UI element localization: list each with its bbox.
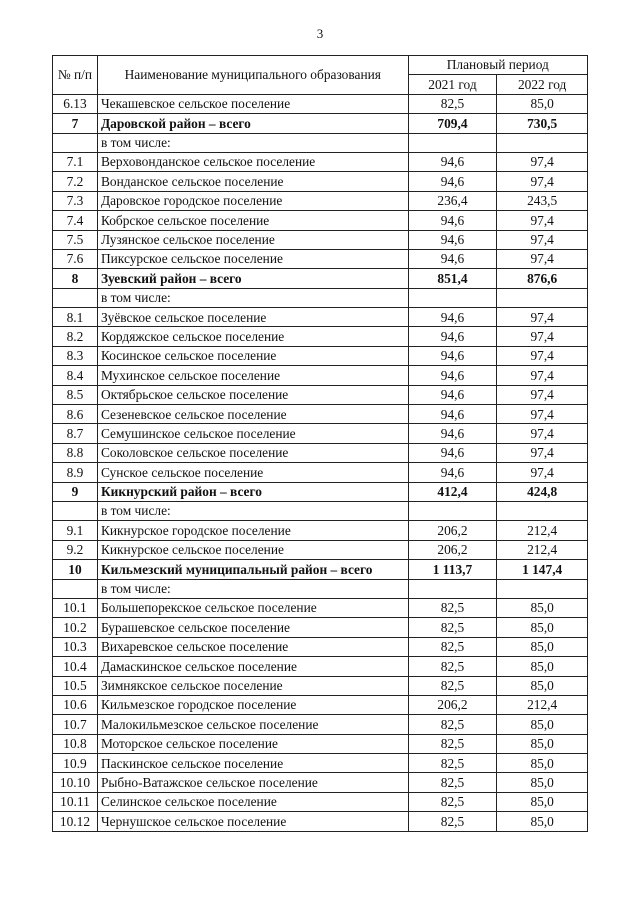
row-name-cell: в том числе: [97,288,408,307]
table-row-total [53,269,588,288]
row-name-cell: Чернушское сельское поселение [97,812,408,831]
row-number-cell: 8 [53,269,98,288]
row-value-2021-cell: 82,5 [408,812,497,831]
row-value-2022-cell: 97,4 [497,385,588,404]
table-row [53,230,588,249]
row-value-2021-cell: 94,6 [408,327,497,346]
row-name-cell: Зуёвское сельское поселение [97,308,408,327]
row-number-cell: 10.8 [53,734,98,753]
row-number-cell: 8.3 [53,346,98,365]
table-row [53,308,588,327]
row-value-2021-cell: 94,6 [408,249,497,268]
row-value-2021-cell: 82,5 [408,676,497,695]
row-value-2021-cell: 206,2 [408,695,497,714]
row-value-2022-cell: 424,8 [497,482,588,501]
row-value-2022-cell: 212,4 [497,521,588,540]
row-name-cell: Малокильмезское сельское поселение [97,715,408,734]
row-value-2021-cell [408,579,497,598]
row-number-cell: 10 [53,560,98,579]
table-row [53,249,588,268]
row-number-cell: 6.13 [53,94,98,113]
row-number-cell: 10.12 [53,812,98,831]
row-value-2022-cell: 85,0 [497,734,588,753]
row-name-cell: в том числе: [97,133,408,152]
row-value-2021-cell: 206,2 [408,540,497,559]
row-name-cell: Зуевский район – всего [97,269,408,288]
header-period: Плановый период [408,56,587,75]
row-number-cell: 8.6 [53,405,98,424]
row-value-2022-cell: 730,5 [497,114,588,133]
table-row [53,405,588,424]
table-row [53,773,588,792]
row-value-2022-cell: 97,4 [497,443,588,462]
row-value-2021-cell: 94,6 [408,172,497,191]
row-number-cell: 10.5 [53,676,98,695]
budget-table [52,55,588,832]
row-name-cell: Моторское сельское поселение [97,734,408,753]
row-name-cell: Сезеневское сельское поселение [97,405,408,424]
table-row [53,191,588,210]
row-value-2022-cell: 85,0 [497,792,588,811]
row-name-cell: Даровской район – всего [97,114,408,133]
row-number-cell: 10.3 [53,637,98,656]
row-number-cell: 7.6 [53,249,98,268]
row-value-2021-cell: 82,5 [408,754,497,773]
row-value-2021-cell: 82,5 [408,598,497,617]
table-row-total [53,560,588,579]
row-name-cell: Рыбно-Ватажское сельское поселение [97,773,408,792]
row-number-cell: 7.2 [53,172,98,191]
row-name-cell: Зимнякское сельское поселение [97,676,408,695]
row-name-cell: Дамаскинское сельское поселение [97,657,408,676]
row-value-2022-cell: 212,4 [497,695,588,714]
row-value-2022-cell: 97,4 [497,424,588,443]
row-name-cell: Кордяжское сельское поселение [97,327,408,346]
table-row [53,94,588,113]
row-name-cell: Кикнурское городское поселение [97,521,408,540]
table-row [53,443,588,462]
row-value-2022-cell: 97,4 [497,308,588,327]
row-value-2022-cell: 97,4 [497,405,588,424]
row-value-2022-cell: 97,4 [497,211,588,230]
row-name-cell: Пиксурское сельское поселение [97,249,408,268]
table-row [53,211,588,230]
row-value-2021-cell: 94,6 [408,230,497,249]
table-row-total [53,482,588,501]
row-value-2022-cell: 85,0 [497,618,588,637]
table-row [53,327,588,346]
row-value-2021-cell: 94,6 [408,211,497,230]
row-value-2021-cell [408,501,497,520]
row-number-cell [53,579,98,598]
row-value-2021-cell: 82,5 [408,715,497,734]
row-value-2022-cell: 97,4 [497,249,588,268]
table-row [53,734,588,753]
row-number-cell: 10.2 [53,618,98,637]
row-number-cell: 10.7 [53,715,98,734]
header-name: Наименование муниципального образования [97,56,408,95]
row-number-cell: 7.5 [53,230,98,249]
table-row [53,715,588,734]
row-name-cell: в том числе: [97,501,408,520]
row-value-2022-cell: 85,0 [497,773,588,792]
row-value-2021-cell: 94,6 [408,463,497,482]
row-value-2022-cell: 97,4 [497,327,588,346]
table-row [53,792,588,811]
row-name-cell: Чекашевское сельское поселение [97,94,408,113]
row-value-2021-cell: 94,6 [408,385,497,404]
table-row [53,579,588,598]
table-row [53,812,588,831]
table-row [53,637,588,656]
row-value-2022-cell: 85,0 [497,715,588,734]
row-number-cell: 10.4 [53,657,98,676]
row-value-2022-cell: 85,0 [497,598,588,617]
row-number-cell: 9 [53,482,98,501]
row-number-cell: 10.11 [53,792,98,811]
row-value-2022-cell: 85,0 [497,657,588,676]
row-value-2022-cell [497,133,588,152]
header-year-2021: 2021 год [408,75,497,94]
table-row [53,366,588,385]
row-number-cell: 10.10 [53,773,98,792]
row-value-2022-cell: 97,4 [497,230,588,249]
row-number-cell: 8.9 [53,463,98,482]
row-value-2021-cell: 82,5 [408,657,497,676]
row-name-cell: Мухинское сельское поселение [97,366,408,385]
row-number-cell: 9.1 [53,521,98,540]
row-value-2021-cell: 94,6 [408,405,497,424]
row-value-2021-cell: 94,6 [408,443,497,462]
row-value-2021-cell: 94,6 [408,152,497,171]
table-row [53,540,588,559]
row-value-2022-cell: 97,4 [497,366,588,385]
table-row [53,463,588,482]
row-number-cell [53,288,98,307]
row-value-2021-cell [408,133,497,152]
row-value-2022-cell [497,501,588,520]
row-name-cell: Кикнурское сельское поселение [97,540,408,559]
row-value-2021-cell: 82,5 [408,94,497,113]
table-row [53,385,588,404]
row-name-cell: Октябрьское сельское поселение [97,385,408,404]
row-value-2022-cell: 85,0 [497,812,588,831]
table-row [53,676,588,695]
row-number-cell: 7.4 [53,211,98,230]
table-row [53,598,588,617]
table-row [53,501,588,520]
table-header [53,56,588,95]
row-value-2022-cell [497,579,588,598]
row-name-cell: Паскинское сельское поселение [97,754,408,773]
row-value-2022-cell: 212,4 [497,540,588,559]
row-number-cell: 10.9 [53,754,98,773]
row-name-cell: Вихаревское сельское поселение [97,637,408,656]
row-number-cell: 7 [53,114,98,133]
row-name-cell: Лузянское сельское поселение [97,230,408,249]
row-name-cell: Большепорекское сельское поселение [97,598,408,617]
row-name-cell: Верховонданское сельское поселение [97,152,408,171]
row-value-2022-cell: 85,0 [497,676,588,695]
row-number-cell: 8.7 [53,424,98,443]
row-number-cell: 8.2 [53,327,98,346]
row-value-2022-cell: 85,0 [497,637,588,656]
row-value-2021-cell: 94,6 [408,366,497,385]
row-name-cell: Селинское сельское поселение [97,792,408,811]
row-value-2022-cell: 243,5 [497,191,588,210]
row-value-2022-cell: 97,4 [497,152,588,171]
row-value-2022-cell: 97,4 [497,463,588,482]
row-number-cell: 8.8 [53,443,98,462]
row-value-2022-cell: 876,6 [497,269,588,288]
row-value-2021-cell: 851,4 [408,269,497,288]
row-number-cell: 8.5 [53,385,98,404]
table-row [53,172,588,191]
row-value-2021-cell: 709,4 [408,114,497,133]
row-value-2021-cell: 82,5 [408,734,497,753]
table-body [53,94,588,831]
table-row [53,424,588,443]
row-value-2022-cell: 97,4 [497,346,588,365]
row-number-cell: 8.1 [53,308,98,327]
table-row [53,695,588,714]
row-value-2022-cell: 85,0 [497,94,588,113]
row-value-2021-cell: 1 113,7 [408,560,497,579]
row-value-2021-cell: 82,5 [408,618,497,637]
row-number-cell: 10.6 [53,695,98,714]
row-number-cell [53,133,98,152]
table-row [53,618,588,637]
row-number-cell [53,501,98,520]
row-value-2021-cell: 236,4 [408,191,497,210]
row-name-cell: Вонданское сельское поселение [97,172,408,191]
row-name-cell: Семушинское сельское поселение [97,424,408,443]
row-name-cell: Кобрское сельское поселение [97,211,408,230]
row-name-cell: Кильмезское городское поселение [97,695,408,714]
page-number: 3 [316,26,324,41]
row-number-cell: 7.1 [53,152,98,171]
table-row [53,346,588,365]
row-number-cell: 10.1 [53,598,98,617]
row-name-cell: Кикнурский район – всего [97,482,408,501]
row-number-cell: 9.2 [53,540,98,559]
row-name-cell: Косинское сельское поселение [97,346,408,365]
row-value-2021-cell: 94,6 [408,308,497,327]
row-value-2021-cell [408,288,497,307]
header-year-2022: 2022 год [497,75,588,94]
row-name-cell: Соколовское сельское поселение [97,443,408,462]
row-value-2022-cell: 85,0 [497,754,588,773]
table-row [53,152,588,171]
row-value-2021-cell: 82,5 [408,637,497,656]
row-name-cell: Сунское сельское поселение [97,463,408,482]
table-row [53,657,588,676]
row-value-2021-cell: 82,5 [408,773,497,792]
row-value-2021-cell: 206,2 [408,521,497,540]
row-name-cell: Бурашевское сельское поселение [97,618,408,637]
table-row [53,521,588,540]
row-value-2021-cell: 82,5 [408,792,497,811]
row-number-cell: 8.4 [53,366,98,385]
row-name-cell: в том числе: [97,579,408,598]
row-value-2021-cell: 94,6 [408,346,497,365]
table-row [53,288,588,307]
table-row [53,754,588,773]
row-value-2022-cell [497,288,588,307]
table-row [53,133,588,152]
row-value-2021-cell: 412,4 [408,482,497,501]
row-name-cell: Кильмезский муниципальный район – всего [97,560,408,579]
row-number-cell: 7.3 [53,191,98,210]
row-value-2021-cell: 94,6 [408,424,497,443]
row-name-cell: Даровское городское поселение [97,191,408,210]
row-value-2022-cell: 1 147,4 [497,560,588,579]
table-row-total [53,114,588,133]
header-num: № п/п [53,56,98,95]
row-value-2022-cell: 97,4 [497,172,588,191]
